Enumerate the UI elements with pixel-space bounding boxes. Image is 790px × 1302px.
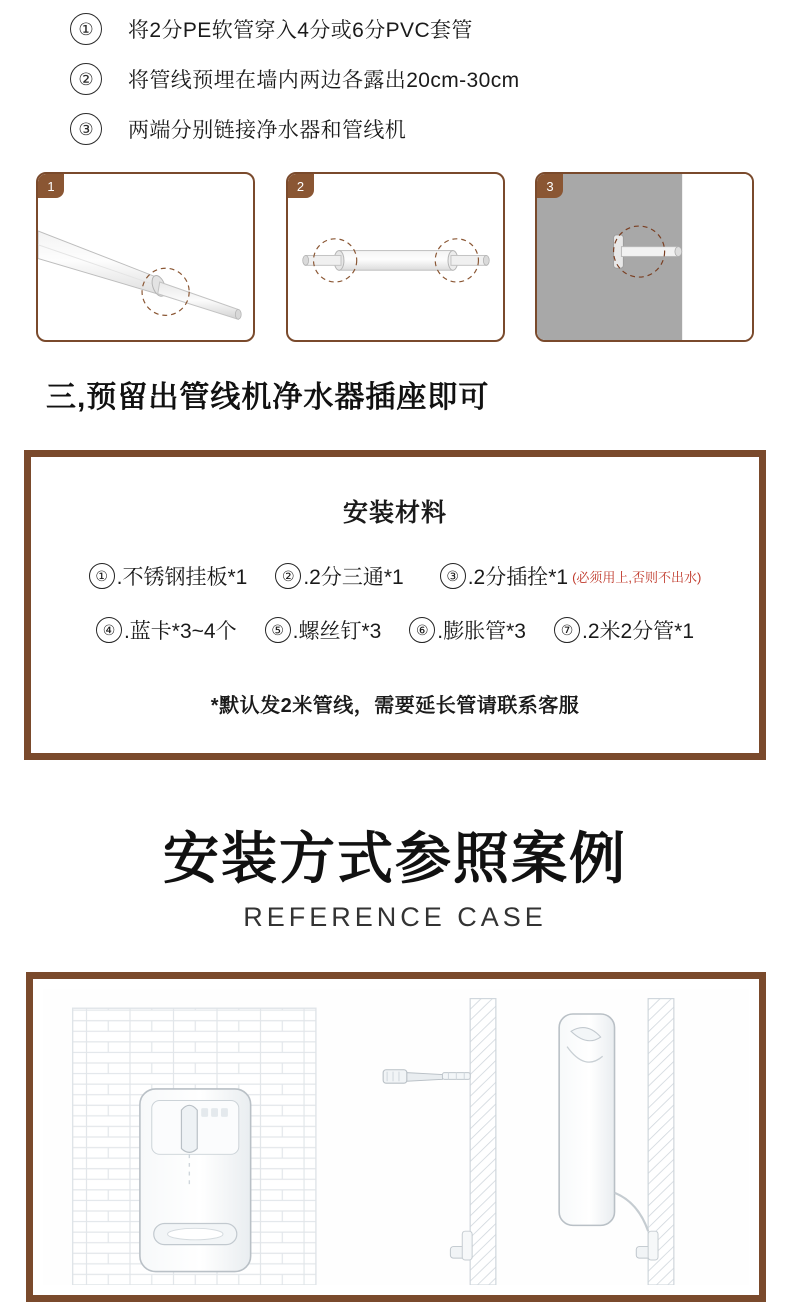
material-note: (必须用上,否则不出水): [572, 569, 702, 585]
card-badge: 3: [537, 174, 563, 198]
material-index: ④: [96, 617, 122, 643]
material-label: .不锈钢挂板*1: [116, 566, 248, 589]
material-item: [89, 561, 248, 591]
materials-box: [24, 450, 766, 760]
reference-case-title: 安装方式参照案例: [163, 827, 627, 890]
material-index: ②: [275, 563, 301, 589]
material-index: ⑤: [265, 617, 291, 643]
reference-case-subtitle: REFERENCE CASE: [243, 902, 547, 932]
pipe-insert-illustration: [38, 174, 253, 341]
material-label: .蓝卡*3~4个: [123, 620, 237, 643]
material-label: .2分插拴*1: [467, 566, 569, 589]
section-heading-three: 三,预留出管线机净水器插座即可: [46, 381, 490, 414]
step-list: [0, 0, 790, 154]
pipe-both-ends-illustration: [288, 174, 503, 341]
installation-scene-illustration: [43, 989, 749, 1285]
material-label: .2分三通*1: [303, 566, 404, 589]
card-badge: 1: [38, 174, 64, 198]
material-label: .螺丝钉*3: [292, 620, 382, 643]
illustration-card-3: [535, 172, 754, 342]
step-text: 将2分PE软管穿入4分或6分PVC套管: [128, 19, 473, 42]
material-item: [554, 615, 694, 645]
illustration-card-2: [286, 172, 505, 342]
step-item: [0, 54, 790, 104]
reference-photo: [43, 989, 749, 1285]
materials-footnote: *默认发2米管线，需要延长管请联系客服: [210, 695, 580, 717]
material-label: .膨胀管*3: [437, 620, 526, 643]
pipe-in-wall-illustration: [537, 174, 752, 341]
material-item: [275, 561, 403, 591]
material-index: ③: [440, 563, 466, 589]
material-index: ⑦: [554, 617, 580, 643]
step-item: [0, 4, 790, 54]
material-item: [265, 615, 382, 645]
material-item: [409, 615, 526, 645]
material-item: [440, 561, 568, 591]
material-index: ①: [89, 563, 115, 589]
materials-row-1: [31, 561, 759, 591]
step-item: [0, 104, 790, 154]
illustration-card-1: [36, 172, 255, 342]
material-index: ⑥: [409, 617, 435, 643]
materials-title: 安装材料: [342, 499, 447, 527]
illustration-card-row: [36, 172, 754, 344]
materials-row-2: [31, 615, 759, 645]
step-number-badge: ②: [70, 63, 102, 95]
material-label: .2米2分管*1: [581, 620, 695, 643]
step-text: 两端分别链接净水器和管线机: [128, 119, 407, 142]
step-number-badge: ③: [70, 113, 102, 145]
material-item: [96, 615, 237, 645]
reference-photo-frame: [26, 972, 766, 1302]
card-badge: 2: [288, 174, 314, 198]
step-number-badge: ①: [70, 13, 102, 45]
step-text: 将管线预埋在墙内两边各露出20cm-30cm: [128, 69, 520, 92]
